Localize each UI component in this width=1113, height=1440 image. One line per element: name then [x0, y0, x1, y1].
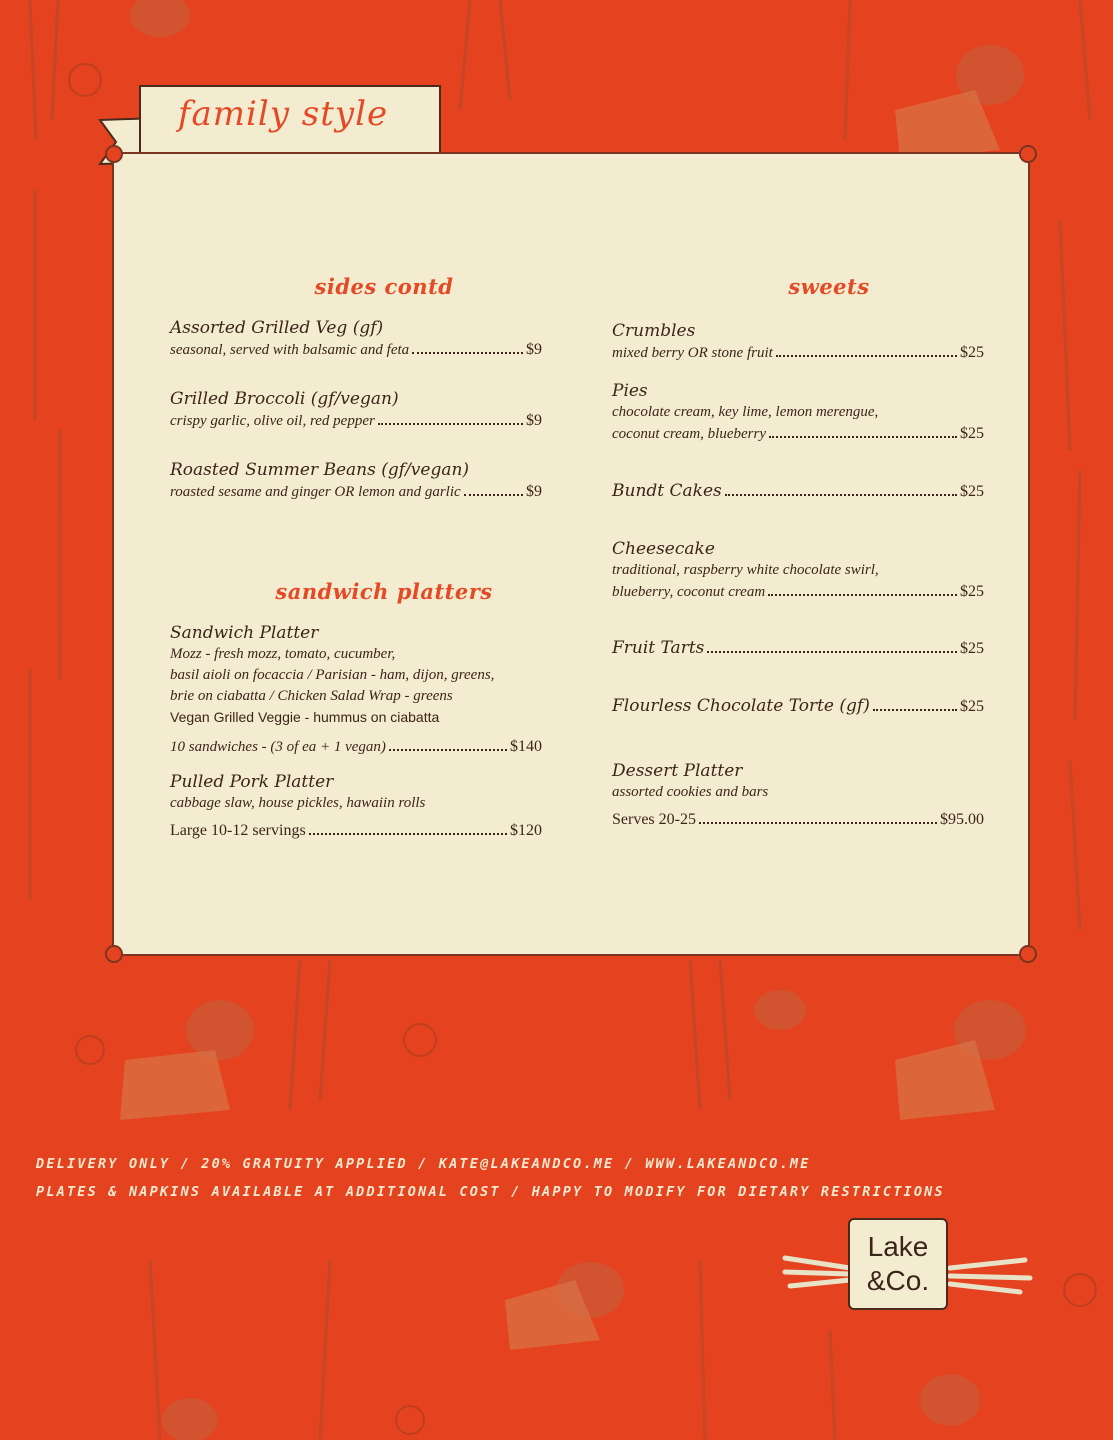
sides-heading: sides contd — [314, 274, 454, 299]
item-price: $120 — [510, 822, 542, 839]
menu-item — [170, 388, 542, 432]
card-corner — [105, 945, 123, 963]
leader-dots — [707, 651, 957, 653]
item-serving: 10 sandwiches - (3 of ea + 1 vegan) — [170, 739, 386, 755]
item-line — [170, 339, 542, 361]
leader-dots — [725, 494, 957, 496]
leader-dots — [776, 355, 957, 357]
item-desc: seasonal, served with balsamic and feta — [170, 342, 410, 358]
footer-line-2: PLATES & NAPKINS AVAILABLE AT ADDITIONAL COST / HAPPY TO MODIFY FOR DIETARY RESTRICTIONS — [36, 1184, 945, 1200]
item-desc: basil aioli on focaccia / Parisian - ham, dijon, greens, — [170, 667, 495, 683]
leader-dots — [769, 436, 957, 438]
menu-item — [612, 760, 984, 830]
item-name: Flourless Chocolate Torte (gf) — [612, 696, 870, 716]
lake-and-co-logo — [848, 1218, 948, 1310]
item-line — [612, 696, 984, 717]
item-desc: crispy garlic, olive oil, red pepper — [170, 413, 375, 429]
leader-dots — [768, 594, 957, 596]
sweets-heading: sweets — [788, 274, 870, 299]
leader-dots — [464, 494, 523, 496]
leader-dots — [873, 709, 957, 711]
menu-item — [170, 317, 542, 361]
item-name: Fruit Tarts — [612, 638, 705, 658]
item-desc: brie on ciabatta / Chicken Salad Wrap - greens — [170, 688, 453, 704]
menu-item — [612, 320, 984, 364]
item-line — [170, 736, 542, 758]
item-price: $25 — [960, 483, 984, 500]
menu-card — [112, 152, 1030, 956]
item-desc: mixed berry OR stone fruit — [612, 345, 773, 361]
item-name: Dessert Platter — [612, 761, 743, 781]
item-line — [612, 581, 984, 603]
item-desc: blueberry, coconut cream — [612, 584, 766, 600]
item-name: Grilled Broccoli (gf/vegan) — [170, 389, 399, 409]
logo-line-1: Lake — [867, 1231, 929, 1262]
item-name: Pies — [612, 381, 648, 401]
menu-item — [612, 538, 984, 603]
banner-title: family style — [177, 94, 389, 134]
leader-dots — [699, 822, 937, 824]
item-line — [170, 820, 542, 841]
item-price: $25 — [960, 640, 984, 657]
card-corner — [105, 145, 123, 163]
menu-item — [170, 459, 542, 503]
item-price: $25 — [960, 698, 984, 715]
item-price: $9 — [526, 412, 542, 429]
item-desc: cabbage slaw, house pickles, hawaiin rolls — [170, 795, 426, 811]
item-desc: chocolate cream, key lime, lemon merengue, — [612, 404, 879, 420]
sandwich-heading: sandwich platters — [275, 579, 493, 604]
item-price: $9 — [526, 483, 542, 500]
footer-line-1: DELIVERY ONLY / 20% GRATUITY APPLIED / KATE@LAKEANDCO.ME / WWW.LAKEANDCO.ME — [36, 1156, 811, 1172]
item-name: Cheesecake — [612, 539, 715, 559]
item-desc: Mozz - fresh mozz, tomato, cucumber, — [170, 646, 396, 662]
item-line — [612, 342, 984, 364]
item-price: $25 — [960, 425, 984, 442]
leader-dots — [378, 423, 523, 425]
item-line — [612, 638, 984, 659]
item-serving: Large 10-12 servings — [170, 822, 306, 839]
logo-line-2: &Co. — [866, 1265, 930, 1296]
card-corner — [1019, 145, 1037, 163]
menu-item — [612, 696, 984, 717]
item-price: $25 — [960, 583, 984, 600]
item-price: $9 — [526, 341, 542, 358]
card-corner — [1019, 945, 1037, 963]
item-line — [612, 423, 984, 445]
item-name: Pulled Pork Platter — [170, 772, 334, 792]
item-name: Bundt Cakes — [612, 481, 722, 501]
item-price: $25 — [960, 344, 984, 361]
menu-item — [612, 638, 984, 659]
item-line — [170, 481, 542, 503]
item-desc: coconut cream, blueberry — [612, 426, 766, 442]
item-price: $95.00 — [940, 811, 984, 828]
item-price: $140 — [510, 738, 542, 755]
item-desc: Vegan Grilled Veggie - hummus on ciabatta — [170, 709, 440, 725]
menu-item — [612, 481, 984, 502]
item-line — [170, 410, 542, 432]
menu-item — [170, 771, 542, 841]
item-line — [612, 481, 984, 502]
item-name: Assorted Grilled Veg (gf) — [170, 318, 384, 338]
item-desc: traditional, raspberry white chocolate swirl, — [612, 562, 879, 578]
menu-item — [170, 622, 542, 758]
item-serving: Serves 20-25 — [612, 811, 696, 828]
item-line — [612, 809, 984, 830]
item-desc: roasted sesame and ginger OR lemon and garlic — [170, 484, 461, 500]
leader-dots — [389, 749, 507, 751]
menu-item — [612, 380, 984, 445]
item-name: Sandwich Platter — [170, 623, 319, 643]
item-name: Roasted Summer Beans (gf/vegan) — [170, 460, 470, 480]
leader-dots — [309, 833, 507, 835]
leader-dots — [412, 352, 523, 354]
item-desc: assorted cookies and bars — [612, 784, 769, 800]
item-name: Crumbles — [612, 321, 696, 341]
